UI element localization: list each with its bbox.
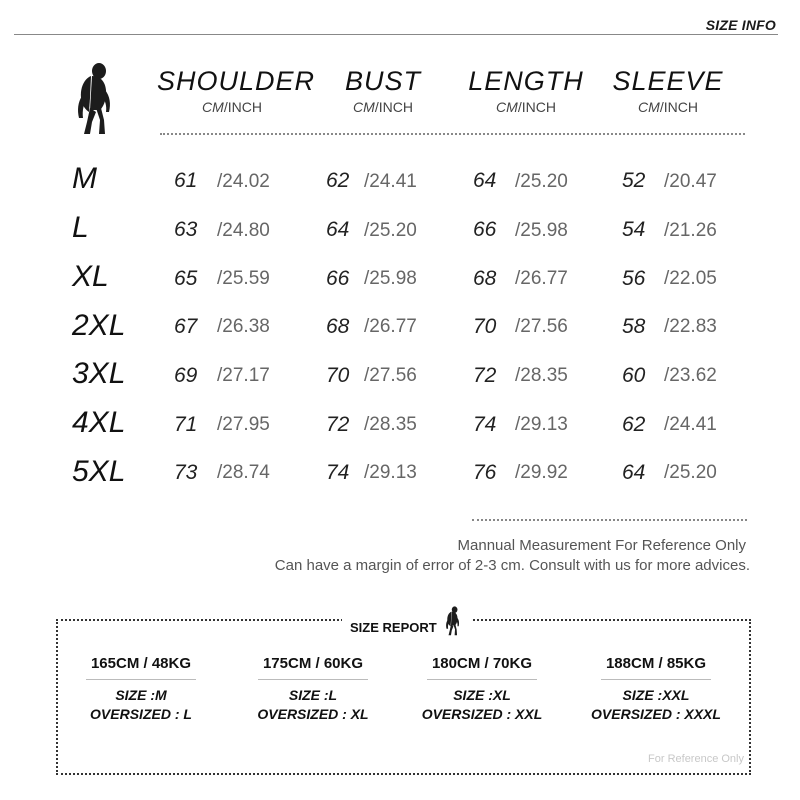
report-entry — [397, 655, 567, 722]
unit-inch: /INCH — [374, 99, 413, 115]
size-report-title: SIZE REPORT — [350, 620, 437, 635]
report-size: SIZE :XXL — [622, 687, 690, 703]
report-size: SIZE :M — [115, 687, 167, 703]
cell-inch: /28.74 — [217, 462, 270, 483]
cell-inch: /26.77 — [364, 316, 417, 337]
report-body-measure: 175CM / 60KG — [262, 655, 364, 672]
report-entry — [228, 655, 398, 722]
col-title-bust: BUST — [344, 66, 421, 96]
cell-cm: 74 — [473, 413, 497, 436]
cell-inch: /26.77 — [515, 268, 568, 289]
size-info-label: SIZE INFO — [705, 17, 776, 33]
cell-cm: 65 — [174, 267, 198, 290]
cell-inch: /24.80 — [217, 220, 270, 241]
cell-inch: /29.13 — [364, 462, 417, 483]
cell-cm: 54 — [622, 218, 646, 241]
note-measurement: Mannual Measurement For Reference Only — [457, 537, 746, 554]
cell-cm: 76 — [473, 461, 497, 484]
cell-cm: 61 — [174, 169, 198, 192]
cell-cm: 72 — [473, 364, 497, 387]
cell-cm: 68 — [326, 315, 350, 338]
size-label: 2XL — [72, 309, 126, 342]
report-oversized: OVERSIZED : XXXL — [591, 706, 721, 722]
cell-inch: /28.35 — [515, 365, 568, 386]
unit-cm: CM — [202, 99, 224, 115]
col-title-length: LENGTH — [468, 66, 584, 96]
cell-cm: 64 — [326, 218, 350, 241]
report-divider — [86, 679, 196, 680]
cell-cm: 62 — [622, 413, 646, 436]
gorilla-figure-icon — [72, 62, 118, 136]
cell-inch: /26.38 — [217, 316, 270, 337]
report-entry — [56, 655, 226, 722]
col-head-bust — [308, 66, 458, 115]
col-head-length — [451, 66, 601, 115]
unit-cm: CM — [353, 99, 375, 115]
col-unit-length — [451, 99, 601, 115]
cell-inch: /25.98 — [364, 268, 417, 289]
cell-cm: 70 — [473, 315, 497, 338]
cell-inch: /27.17 — [217, 365, 270, 386]
cell-cm: 72 — [326, 413, 350, 436]
col-unit-bust — [308, 99, 458, 115]
unit-cm: CM — [496, 99, 518, 115]
col-title-sleeve: SLEEVE — [612, 66, 724, 96]
gorilla-figure-icon — [443, 606, 463, 636]
notes-dotted-rule — [472, 519, 747, 521]
report-entry — [571, 655, 741, 722]
note-margin-error: Can have a margin of error of 2-3 cm. Consult with us for more advices. — [274, 557, 750, 574]
size-label: L — [72, 211, 89, 244]
report-oversized: OVERSIZED : XL — [257, 706, 369, 722]
cell-cm: 64 — [622, 461, 646, 484]
col-head-shoulder — [157, 66, 316, 115]
report-size: SIZE :L — [288, 687, 338, 703]
report-body-measure: 188CM / 85KG — [605, 655, 707, 672]
unit-inch: /INCH — [659, 99, 698, 115]
cell-cm: 66 — [326, 267, 350, 290]
cell-inch: /24.02 — [217, 171, 270, 192]
cell-cm: 64 — [473, 169, 497, 192]
size-label: M — [72, 162, 97, 195]
cell-inch: /23.62 — [664, 365, 717, 386]
cell-cm: 70 — [326, 364, 350, 387]
col-head-sleeve — [593, 66, 743, 115]
size-report-header — [342, 606, 471, 636]
size-label: XL — [72, 260, 109, 293]
cell-cm: 71 — [174, 413, 198, 436]
size-label: 5XL — [72, 455, 126, 488]
report-divider — [258, 679, 368, 680]
cell-cm: 68 — [473, 267, 497, 290]
report-size: SIZE :XL — [453, 687, 511, 703]
cell-inch: /22.83 — [664, 316, 717, 337]
cell-inch: /25.20 — [515, 171, 568, 192]
unit-inch: /INCH — [517, 99, 556, 115]
col-unit-shoulder — [157, 99, 307, 115]
col-title-shoulder: SHOULDER — [157, 66, 316, 96]
cell-cm: 62 — [326, 169, 350, 192]
cell-cm: 73 — [174, 461, 198, 484]
size-label: 3XL — [72, 357, 126, 390]
report-body-measure: 165CM / 48KG — [90, 655, 192, 672]
report-divider — [427, 679, 537, 680]
unit-inch: /INCH — [223, 99, 262, 115]
cell-inch: /20.47 — [664, 171, 717, 192]
report-body-measure: 180CM / 70KG — [431, 655, 533, 672]
cell-cm: 52 — [622, 169, 646, 192]
report-footnote: For Reference Only — [648, 753, 744, 765]
cell-inch: /25.98 — [515, 220, 568, 241]
cell-inch: /25.20 — [364, 220, 417, 241]
header-divider — [14, 34, 778, 35]
cell-inch: /25.20 — [664, 462, 717, 483]
cell-cm: 56 — [622, 267, 646, 290]
cell-inch: /27.56 — [364, 365, 417, 386]
cell-cm: 63 — [174, 218, 198, 241]
cell-inch: /29.92 — [515, 462, 568, 483]
header-dotted-rule — [160, 133, 745, 135]
cell-inch: /25.59 — [217, 268, 270, 289]
size-label: 4XL — [72, 406, 126, 439]
cell-cm: 69 — [174, 364, 198, 387]
report-oversized: OVERSIZED : XXL — [421, 706, 543, 722]
report-divider — [601, 679, 711, 680]
cell-inch: /28.35 — [364, 414, 417, 435]
cell-cm: 66 — [473, 218, 497, 241]
cell-cm: 74 — [326, 461, 350, 484]
cell-inch: /29.13 — [515, 414, 568, 435]
cell-inch: /21.26 — [664, 220, 717, 241]
col-unit-sleeve — [593, 99, 743, 115]
cell-inch: /24.41 — [364, 171, 417, 192]
cell-inch: /24.41 — [664, 414, 717, 435]
cell-cm: 67 — [174, 315, 198, 338]
cell-cm: 60 — [622, 364, 646, 387]
cell-inch: /27.95 — [217, 414, 270, 435]
report-oversized: OVERSIZED : L — [90, 706, 192, 722]
cell-inch: /22.05 — [664, 268, 717, 289]
unit-cm: CM — [638, 99, 660, 115]
cell-inch: /27.56 — [515, 316, 568, 337]
cell-cm: 58 — [622, 315, 646, 338]
